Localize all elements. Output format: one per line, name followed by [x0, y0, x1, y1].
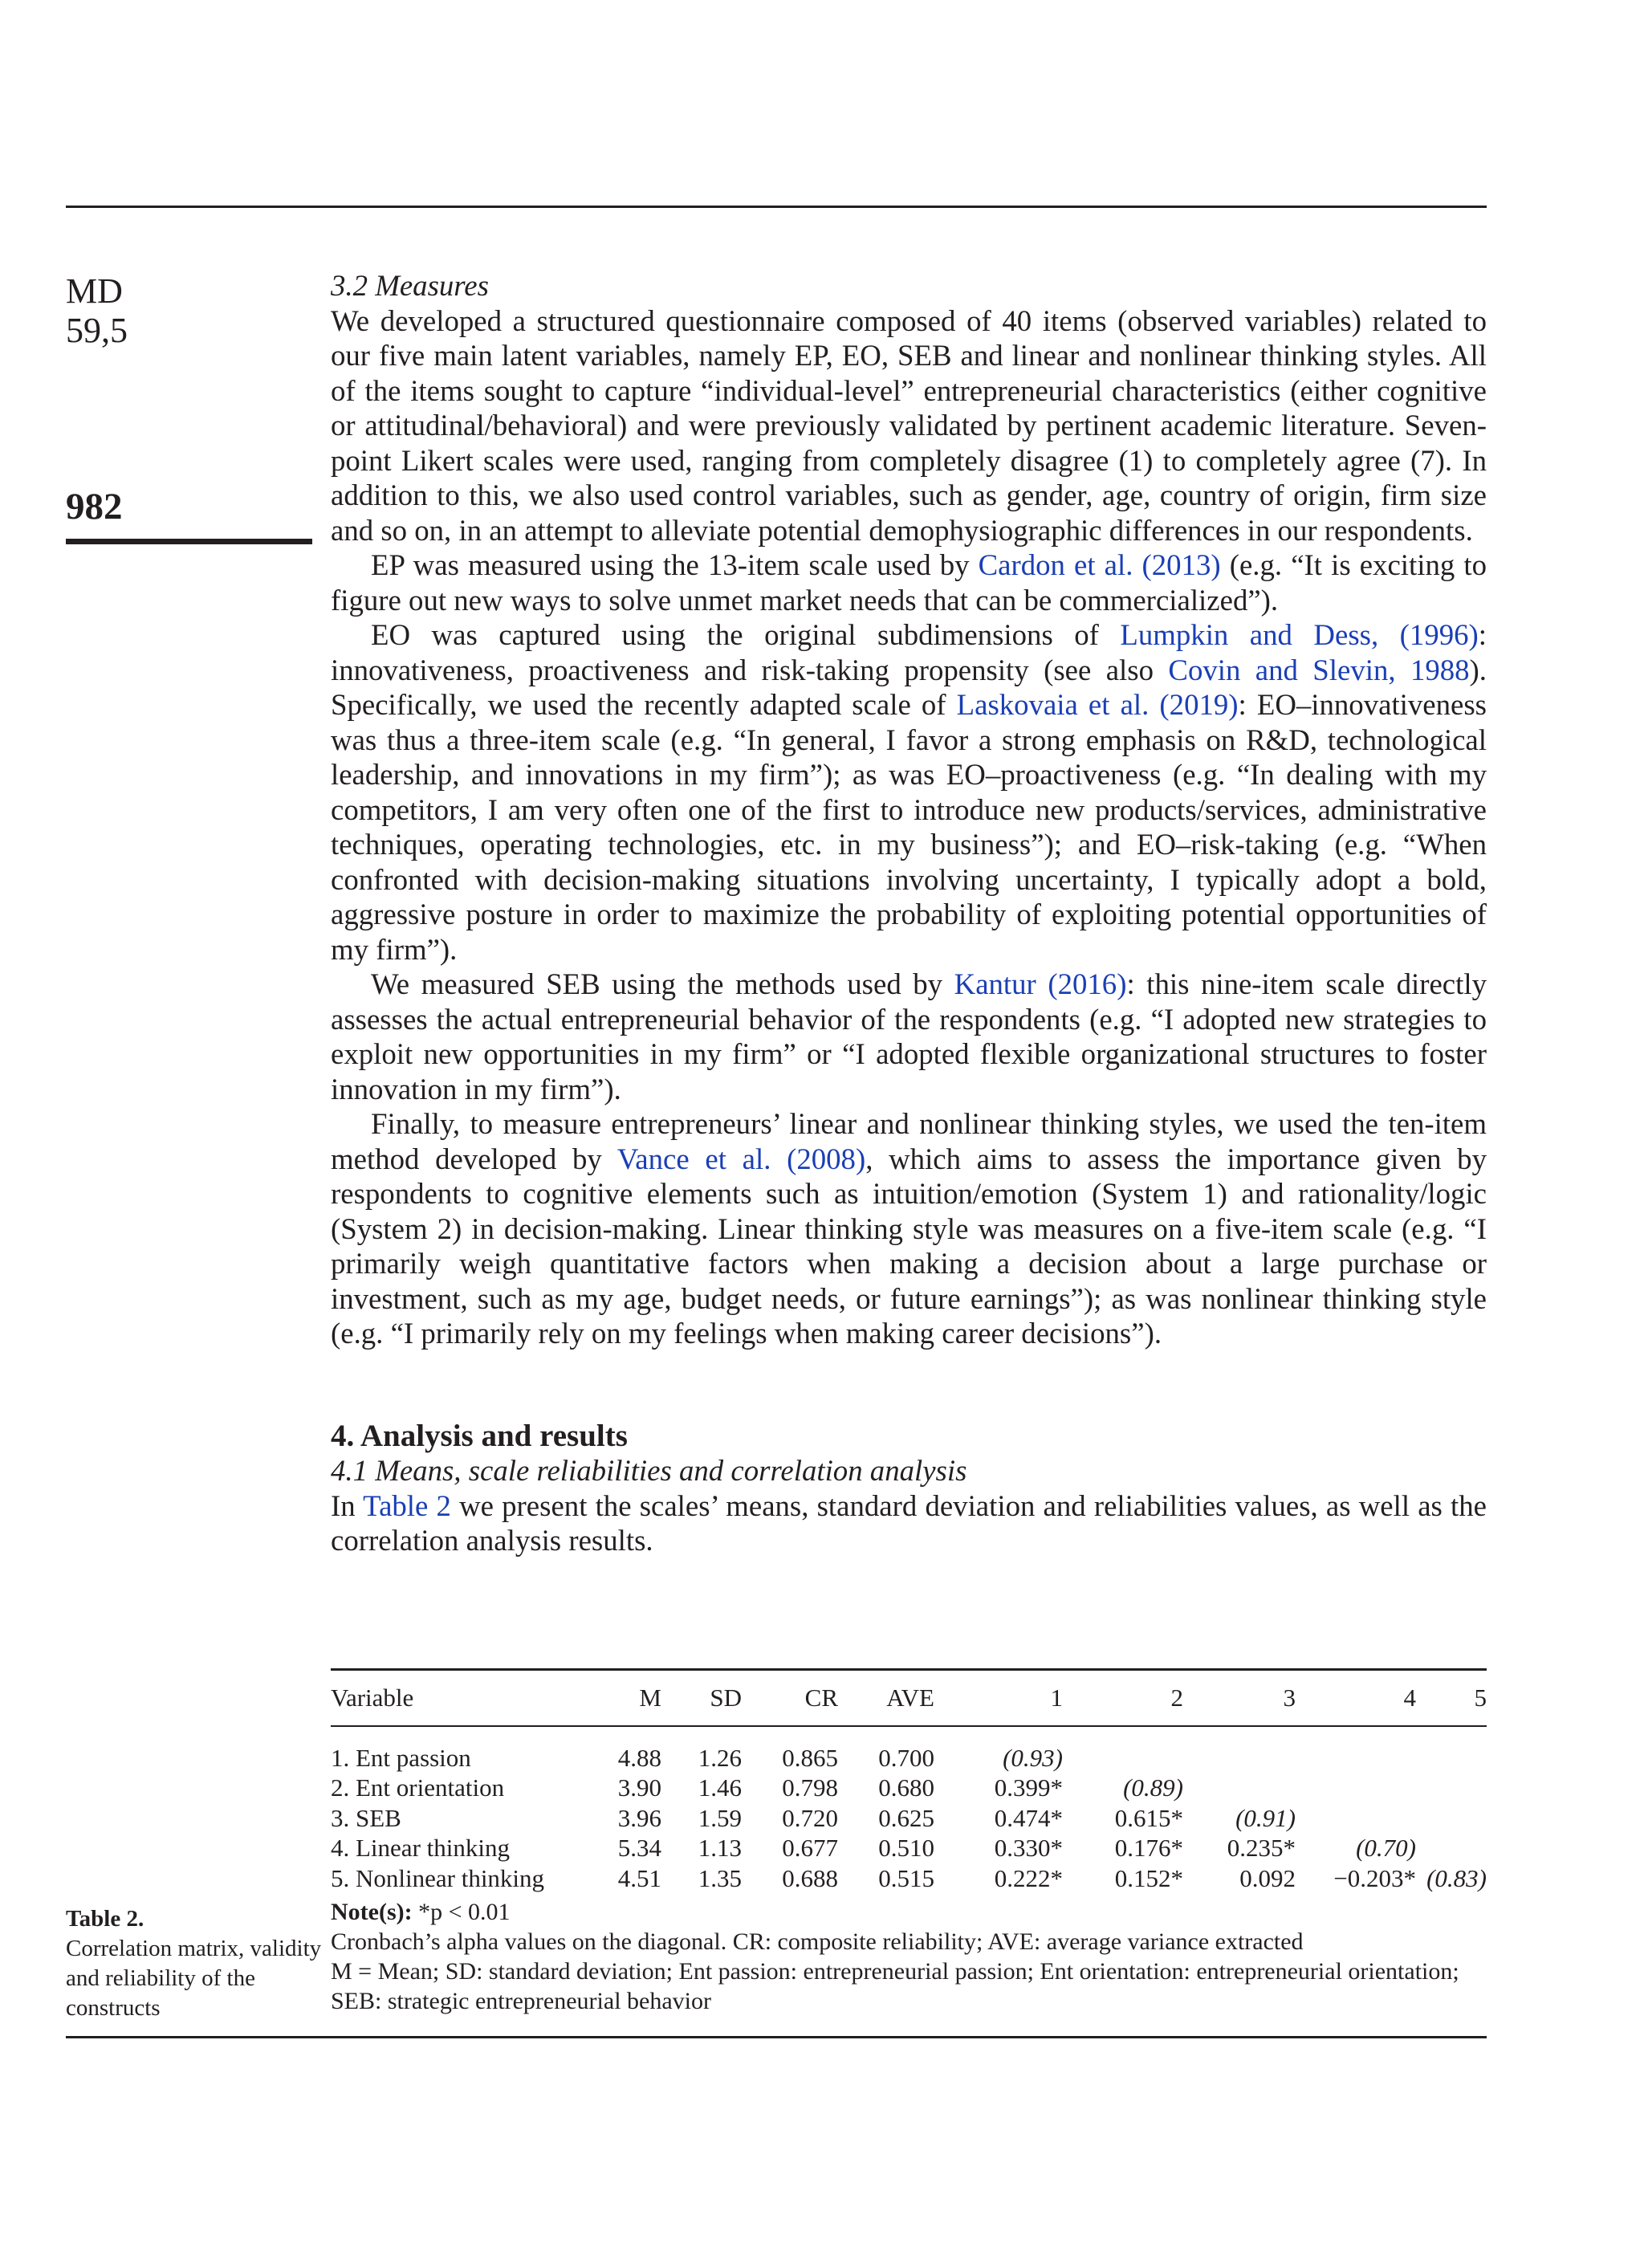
table-cell: 0.510 — [878, 1834, 934, 1863]
table-cell: 5.34 — [617, 1834, 661, 1863]
journal-info — [66, 271, 323, 350]
text-run: In — [331, 1488, 364, 1522]
table-cell: 5. Nonlinear thinking — [331, 1863, 545, 1892]
table-caption — [66, 1904, 323, 2023]
table-cell: 0.720 — [782, 1803, 838, 1832]
table-cell: 3.90 — [617, 1773, 661, 1802]
text-run: ). Specifically, we used the recently adapted scale of — [331, 653, 1487, 721]
table-cell — [1063, 1726, 1183, 1773]
section-heading-4: 4. Analysis and results — [331, 1418, 628, 1453]
table-note-line: M = Mean; SD: standard deviation; Ent passion: entrepreneurial passion; Ent orientation: entrepreneurial orientation; SEB: strategic entrepreneurial behavior — [331, 1957, 1459, 2014]
table-cell: (0.83) — [1426, 1863, 1487, 1892]
table-cell: 0.515 — [878, 1863, 934, 1892]
table-note-line: Cronbach’s alpha values on the diagonal. CR: composite reliability; AVE: average variance extracted — [331, 1928, 1304, 1955]
text-run: Finally, to measure entrepreneurs’ linear and nonlinear thinking styles, we used the ten-item method developed by — [331, 1107, 1487, 1175]
table-header-cell: SD — [661, 1670, 742, 1727]
table-row — [331, 1773, 1487, 1804]
table-cell — [1296, 1773, 1416, 1804]
section-subheading-4-1: 4.1 Means, scale reliabilities and correlation analysis — [331, 1454, 967, 1487]
table-cell: 1.59 — [698, 1803, 742, 1832]
table-cell: 0.235* — [1227, 1834, 1296, 1863]
table-cell: 0.677 — [782, 1834, 838, 1863]
body-paragraph — [331, 1106, 1487, 1351]
body-paragraph — [331, 303, 1487, 548]
table-cell: 0.222* — [994, 1863, 1063, 1892]
table-header-cell: Variable — [331, 1670, 596, 1727]
citation-link[interactable]: Kantur (2016) — [954, 967, 1127, 1000]
bottom-rule — [66, 2036, 1487, 2038]
table-cell: 1.13 — [698, 1834, 742, 1863]
table-cell: 0.680 — [878, 1773, 934, 1802]
table-cell: 0.625 — [878, 1803, 934, 1832]
main-body — [331, 268, 1487, 1558]
table-cell — [1416, 1803, 1487, 1834]
journal-abbrev: MD — [66, 271, 123, 311]
table-cell: 0.865 — [782, 1743, 838, 1772]
citation-link[interactable]: Cardon et al. (2013) — [978, 548, 1221, 581]
page-number-rule — [66, 539, 312, 544]
analysis-paragraph — [331, 1488, 1487, 1558]
table-caption-text: Correlation matrix, validity and reliability of the constructs — [66, 1936, 322, 2021]
text-run: : innovativeness, proactiveness and risk-taking propensity (see also — [331, 618, 1487, 686]
table-cell: 4.88 — [617, 1743, 661, 1772]
text-run: EP was measured using the 13-item scale used by — [371, 548, 979, 581]
body-paragraph — [331, 617, 1487, 967]
table-cell: 1.35 — [698, 1863, 742, 1892]
table-caption-title: Table 2. — [66, 1906, 144, 1932]
table-row — [331, 1726, 1487, 1773]
body-paragraph — [331, 967, 1487, 1106]
notes-significance: *p < 0.01 — [418, 1898, 511, 1925]
table-cell: 2. Ent orientation — [331, 1773, 505, 1802]
table-cell: 0.615* — [1114, 1803, 1183, 1832]
text-run: we present the scales’ means, standard deviation and reliabilities values, as well as the correlation analysis results. — [331, 1488, 1487, 1557]
table-cell: 0.798 — [782, 1773, 838, 1802]
table-header-cell: 1 — [934, 1670, 1063, 1727]
table-cell — [1296, 1803, 1416, 1834]
table-row — [331, 1803, 1487, 1834]
table-header-cell: 5 — [1416, 1670, 1487, 1727]
table-header-row — [331, 1670, 1487, 1727]
text-run: We measured SEB using the methods used by — [371, 967, 954, 1000]
text-run: EO was captured using the original subdimensions of — [371, 618, 1121, 651]
table-cell: 0.330* — [994, 1834, 1063, 1863]
text-run: , which aims to assess the importance given by respondents to cognitive elements such as intuition/emotion (System 1) and rationality/logic (System 2) in decision-making. Linear thinking style was measures on a five-item scale (e.g. “I primarily weigh quantitative factors when making a decision about a large purchase or investment, such as my age, budget needs, or future earnings”); as was nonlinear thinking style (e.g. “I primarily rely on my feelings when making career decisions”). — [331, 1142, 1487, 1350]
table-header-cell: CR — [742, 1670, 838, 1727]
table-notes — [331, 1897, 1487, 2016]
table-header-cell: 2 — [1063, 1670, 1183, 1727]
citation-link[interactable]: Covin and Slevin, 1988 — [1168, 653, 1470, 686]
text-run: : EO–innovativeness was thus a three-item scale (e.g. “In general, I favor a strong emphasis on R&D, technological leadership, and innovations in my firm”); as was EO–proactiveness (e.g. “In dealing with my competitors, I am very often one of the first to introduce new products/services, administrative techniques, operating technologies, etc. in my business”); and EO–risk-taking (e.g. “When confronted with decision-making situations involving uncertainty, I typically adopt a bold, aggressive posture in order to maximize the probability of exploiting potential opportunities of my firm”). — [331, 688, 1487, 966]
table-cell: (0.70) — [1356, 1834, 1416, 1863]
body-paragraph — [331, 548, 1487, 617]
table-cell — [1296, 1726, 1416, 1773]
table-cell — [1183, 1773, 1296, 1804]
text-run: : this nine-item scale directly assesses the actual entrepreneurial behavior of the respondents (e.g. “I adopted new strategies to exploit new opportunities in my firm” or “I adopted flexible organizational structures to foster innovation in my firm”). — [331, 967, 1487, 1105]
citation-link[interactable]: Table 2 — [363, 1488, 451, 1522]
table-cell: 3.96 — [617, 1803, 661, 1832]
table-cell: 1.26 — [698, 1743, 742, 1772]
table-cell: 1.46 — [698, 1773, 742, 1802]
table-note-first — [331, 1897, 1487, 1927]
table-cell: 0.474* — [994, 1803, 1063, 1832]
table-cell: −0.203* — [1333, 1863, 1416, 1892]
text-run: (e.g. “It is exciting to figure out new ways to solve unmet market needs that can be commercialized”). — [331, 548, 1487, 617]
citation-link[interactable]: Laskovaia et al. (2019) — [956, 688, 1239, 721]
table-cell — [1416, 1726, 1487, 1773]
table-cell: 0.399* — [994, 1773, 1063, 1802]
table-cell: 3. SEB — [331, 1803, 401, 1832]
table-header-cell: 4 — [1296, 1670, 1416, 1727]
top-rule — [66, 206, 1487, 208]
measures-paragraphs — [331, 303, 1487, 1351]
table-row — [331, 1834, 1487, 1864]
table-cell: 0.688 — [782, 1863, 838, 1892]
table-row — [331, 1863, 1487, 1894]
journal-volume: 59,5 — [66, 311, 128, 350]
table-2 — [331, 1668, 1487, 2016]
table-cell: (0.91) — [1235, 1803, 1296, 1832]
table-cell: 4. Linear thinking — [331, 1834, 510, 1863]
table-cell — [1183, 1726, 1296, 1773]
table-cell: 0.092 — [1239, 1863, 1296, 1892]
citation-link[interactable]: Vance et al. (2008) — [616, 1142, 866, 1175]
table-cell: 0.176* — [1114, 1834, 1183, 1863]
table-cell: 0.700 — [878, 1743, 934, 1772]
notes-label: Note(s): — [331, 1898, 413, 1925]
table-cell: (0.89) — [1123, 1773, 1183, 1802]
text-run: We developed a structured questionnaire composed of 40 items (observed variables) related to our five main latent variables, namely EP, EO, SEB and linear and nonlinear thinking styles. All of the items sought to capture “individual-level” entrepreneurial characteristics (either cognitive or attitudinal/behavioral) and were previously validated by pertinent academic literature. Seven-point Likert scales were used, ranging from completely disagree (1) to completely agree (7). In addition to this, we also used control variables, such as gender, age, country of origin, firm size and so on, in an attempt to alleviate potential demophysiographic differences in our respondents. — [331, 303, 1487, 547]
section-gap — [331, 1351, 1487, 1419]
table-cell: 4.51 — [617, 1863, 661, 1892]
table-header-cell: M — [596, 1670, 661, 1727]
table-cell — [1416, 1773, 1487, 1804]
table-cell: (0.93) — [1003, 1743, 1063, 1772]
table-header-cell: 3 — [1183, 1670, 1296, 1727]
page-number: 982 — [66, 486, 123, 527]
table-header-cell: AVE — [838, 1670, 934, 1727]
table-cell: 1. Ent passion — [331, 1743, 471, 1772]
table-body — [331, 1726, 1487, 1894]
table-cell: 0.152* — [1114, 1863, 1183, 1892]
correlation-table — [331, 1668, 1487, 1894]
section-heading-3-2: 3.2 Measures — [331, 269, 489, 302]
citation-link[interactable]: Lumpkin and Dess, (1996) — [1120, 618, 1479, 651]
table-cell — [1416, 1834, 1487, 1864]
